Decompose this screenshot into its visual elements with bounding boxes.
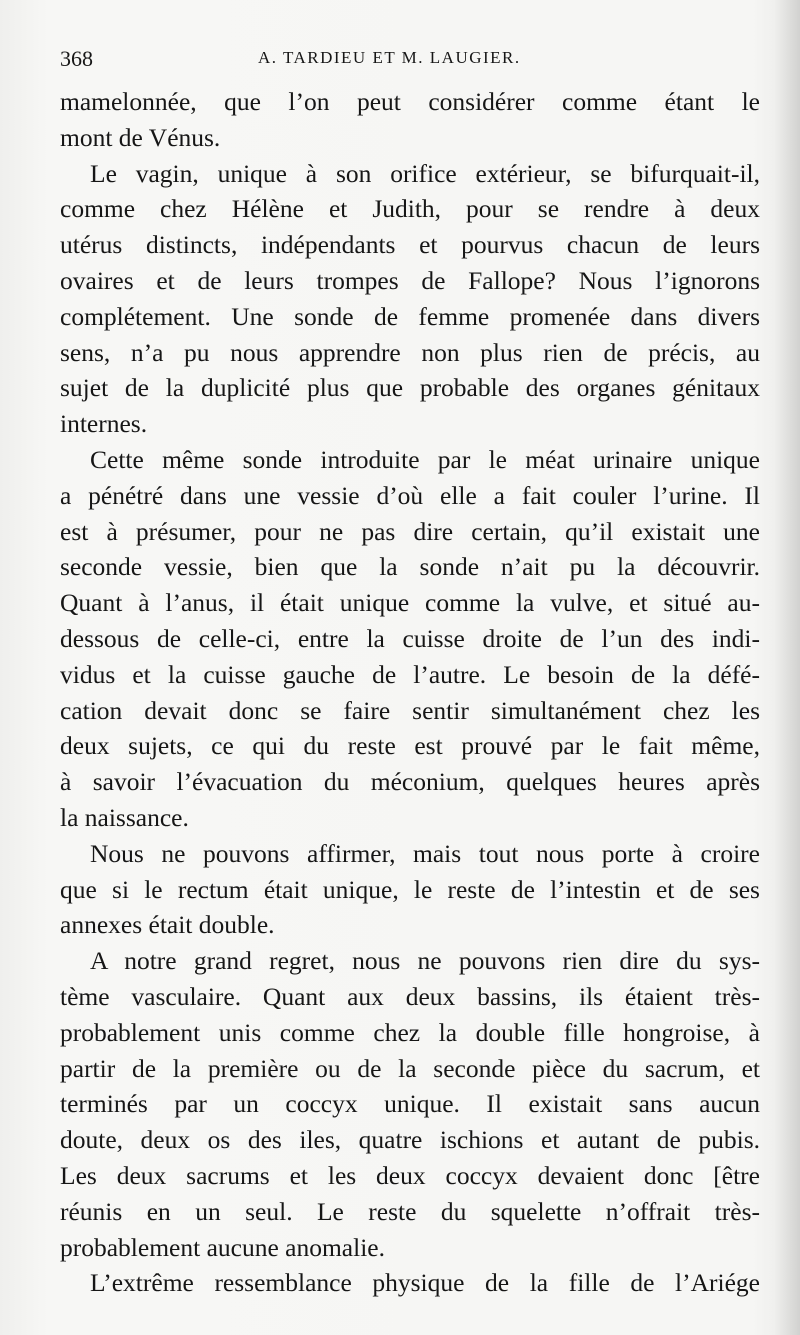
text-line: complétement. Une sonde de femme promenée dans divers bbox=[60, 301, 760, 331]
text-line: cation devait donc se faire sentir simultanément chez les bbox=[60, 695, 760, 725]
text-line: deux sujets, ce qui du reste est prouvé par le fait même, bbox=[60, 731, 760, 761]
text-line: Quant à l’anus, il était unique comme la vulve, et situé au- bbox=[60, 588, 760, 618]
text-line: seconde vessie, bien que la sonde n’ait pu la découvrir. bbox=[60, 552, 760, 582]
text-line: doute, deux os des iles, quatre ischions et autant de pubis. bbox=[60, 1125, 760, 1155]
text-line: Les deux sacrums et les deux coccyx devaient donc [être bbox=[60, 1160, 760, 1190]
text-line: sens, n’a pu nous apprendre non plus rien de précis, au bbox=[60, 337, 760, 367]
text-line: probablement unis comme chez la double fille hongroise, à bbox=[60, 1017, 760, 1047]
text-line: sujet de la duplicité plus que probable des organes génitaux bbox=[60, 373, 760, 403]
text-line: à savoir l’évacuation du méconium, quelques heures après bbox=[60, 767, 760, 797]
page-gutter-shadow bbox=[774, 0, 800, 1335]
text-line: mamelonnée, que l’on peut considérer comme étant le bbox=[60, 87, 760, 116]
text-line: internes. bbox=[60, 409, 148, 439]
paragraph bbox=[60, 156, 760, 442]
page-header bbox=[60, 46, 760, 74]
text-line: partir de la première ou de la seconde pièce du sacrum, et bbox=[60, 1053, 760, 1083]
body-text bbox=[60, 84, 760, 1301]
running-head: A. TARDIEU ET M. LAUGIER. bbox=[258, 48, 521, 67]
text-line: tème vasculaire. Quant aux deux bassins, ils étaient très- bbox=[60, 981, 760, 1011]
paragraph bbox=[60, 943, 760, 1265]
text-line: Nous ne pouvons affirmer, mais tout nous porte à croire bbox=[90, 838, 760, 868]
text-line: a pénétré dans une vessie d’où elle a fait couler l’urine. Il bbox=[60, 480, 760, 510]
text-line: utérus distincts, indépendants et pourvus chacun de leurs bbox=[60, 230, 760, 260]
text-line: dessous de celle-ci, entre la cuisse droite de l’un des indi- bbox=[60, 623, 760, 653]
text-line: L’extrême ressemblance physique de la fille de l’Ariége bbox=[90, 1268, 760, 1298]
text-line: comme chez Hélène et Judith, pour se rendre à deux bbox=[60, 194, 760, 224]
text-line: la naissance. bbox=[60, 802, 189, 832]
text-line: annexes était double. bbox=[60, 910, 275, 940]
text-line: réunis en un seul. Le reste du squelette n’offrait très- bbox=[60, 1196, 760, 1226]
paragraph bbox=[60, 84, 760, 156]
text-line: Le vagin, unique à son orifice extérieur, se bifurquait-il, bbox=[90, 158, 760, 188]
text-line: A notre grand regret, nous ne pouvons rien dire du sys- bbox=[90, 946, 760, 976]
text-line: mont de Vénus. bbox=[60, 122, 221, 152]
text-line: probablement aucune anomalie. bbox=[60, 1232, 385, 1262]
text-line: que si le rectum était unique, le reste de l’intestin et de ses bbox=[60, 874, 760, 904]
text-line: terminés par un coccyx unique. Il existait sans aucun bbox=[60, 1089, 760, 1119]
text-line: ovaires et de leurs trompes de Fallope? Nous l’ignorons bbox=[60, 265, 760, 295]
text-line: est à présumer, pour ne pas dire certain, qu’il existait une bbox=[60, 516, 760, 546]
paragraph bbox=[60, 836, 760, 943]
paragraph bbox=[60, 442, 760, 836]
page-number: 368 bbox=[60, 46, 93, 71]
text-line: Cette même sonde introduite par le méat urinaire unique bbox=[90, 444, 760, 474]
text-line: vidus et la cuisse gauche de l’autre. Le besoin de la défé- bbox=[60, 659, 760, 689]
paragraph bbox=[60, 1265, 760, 1301]
